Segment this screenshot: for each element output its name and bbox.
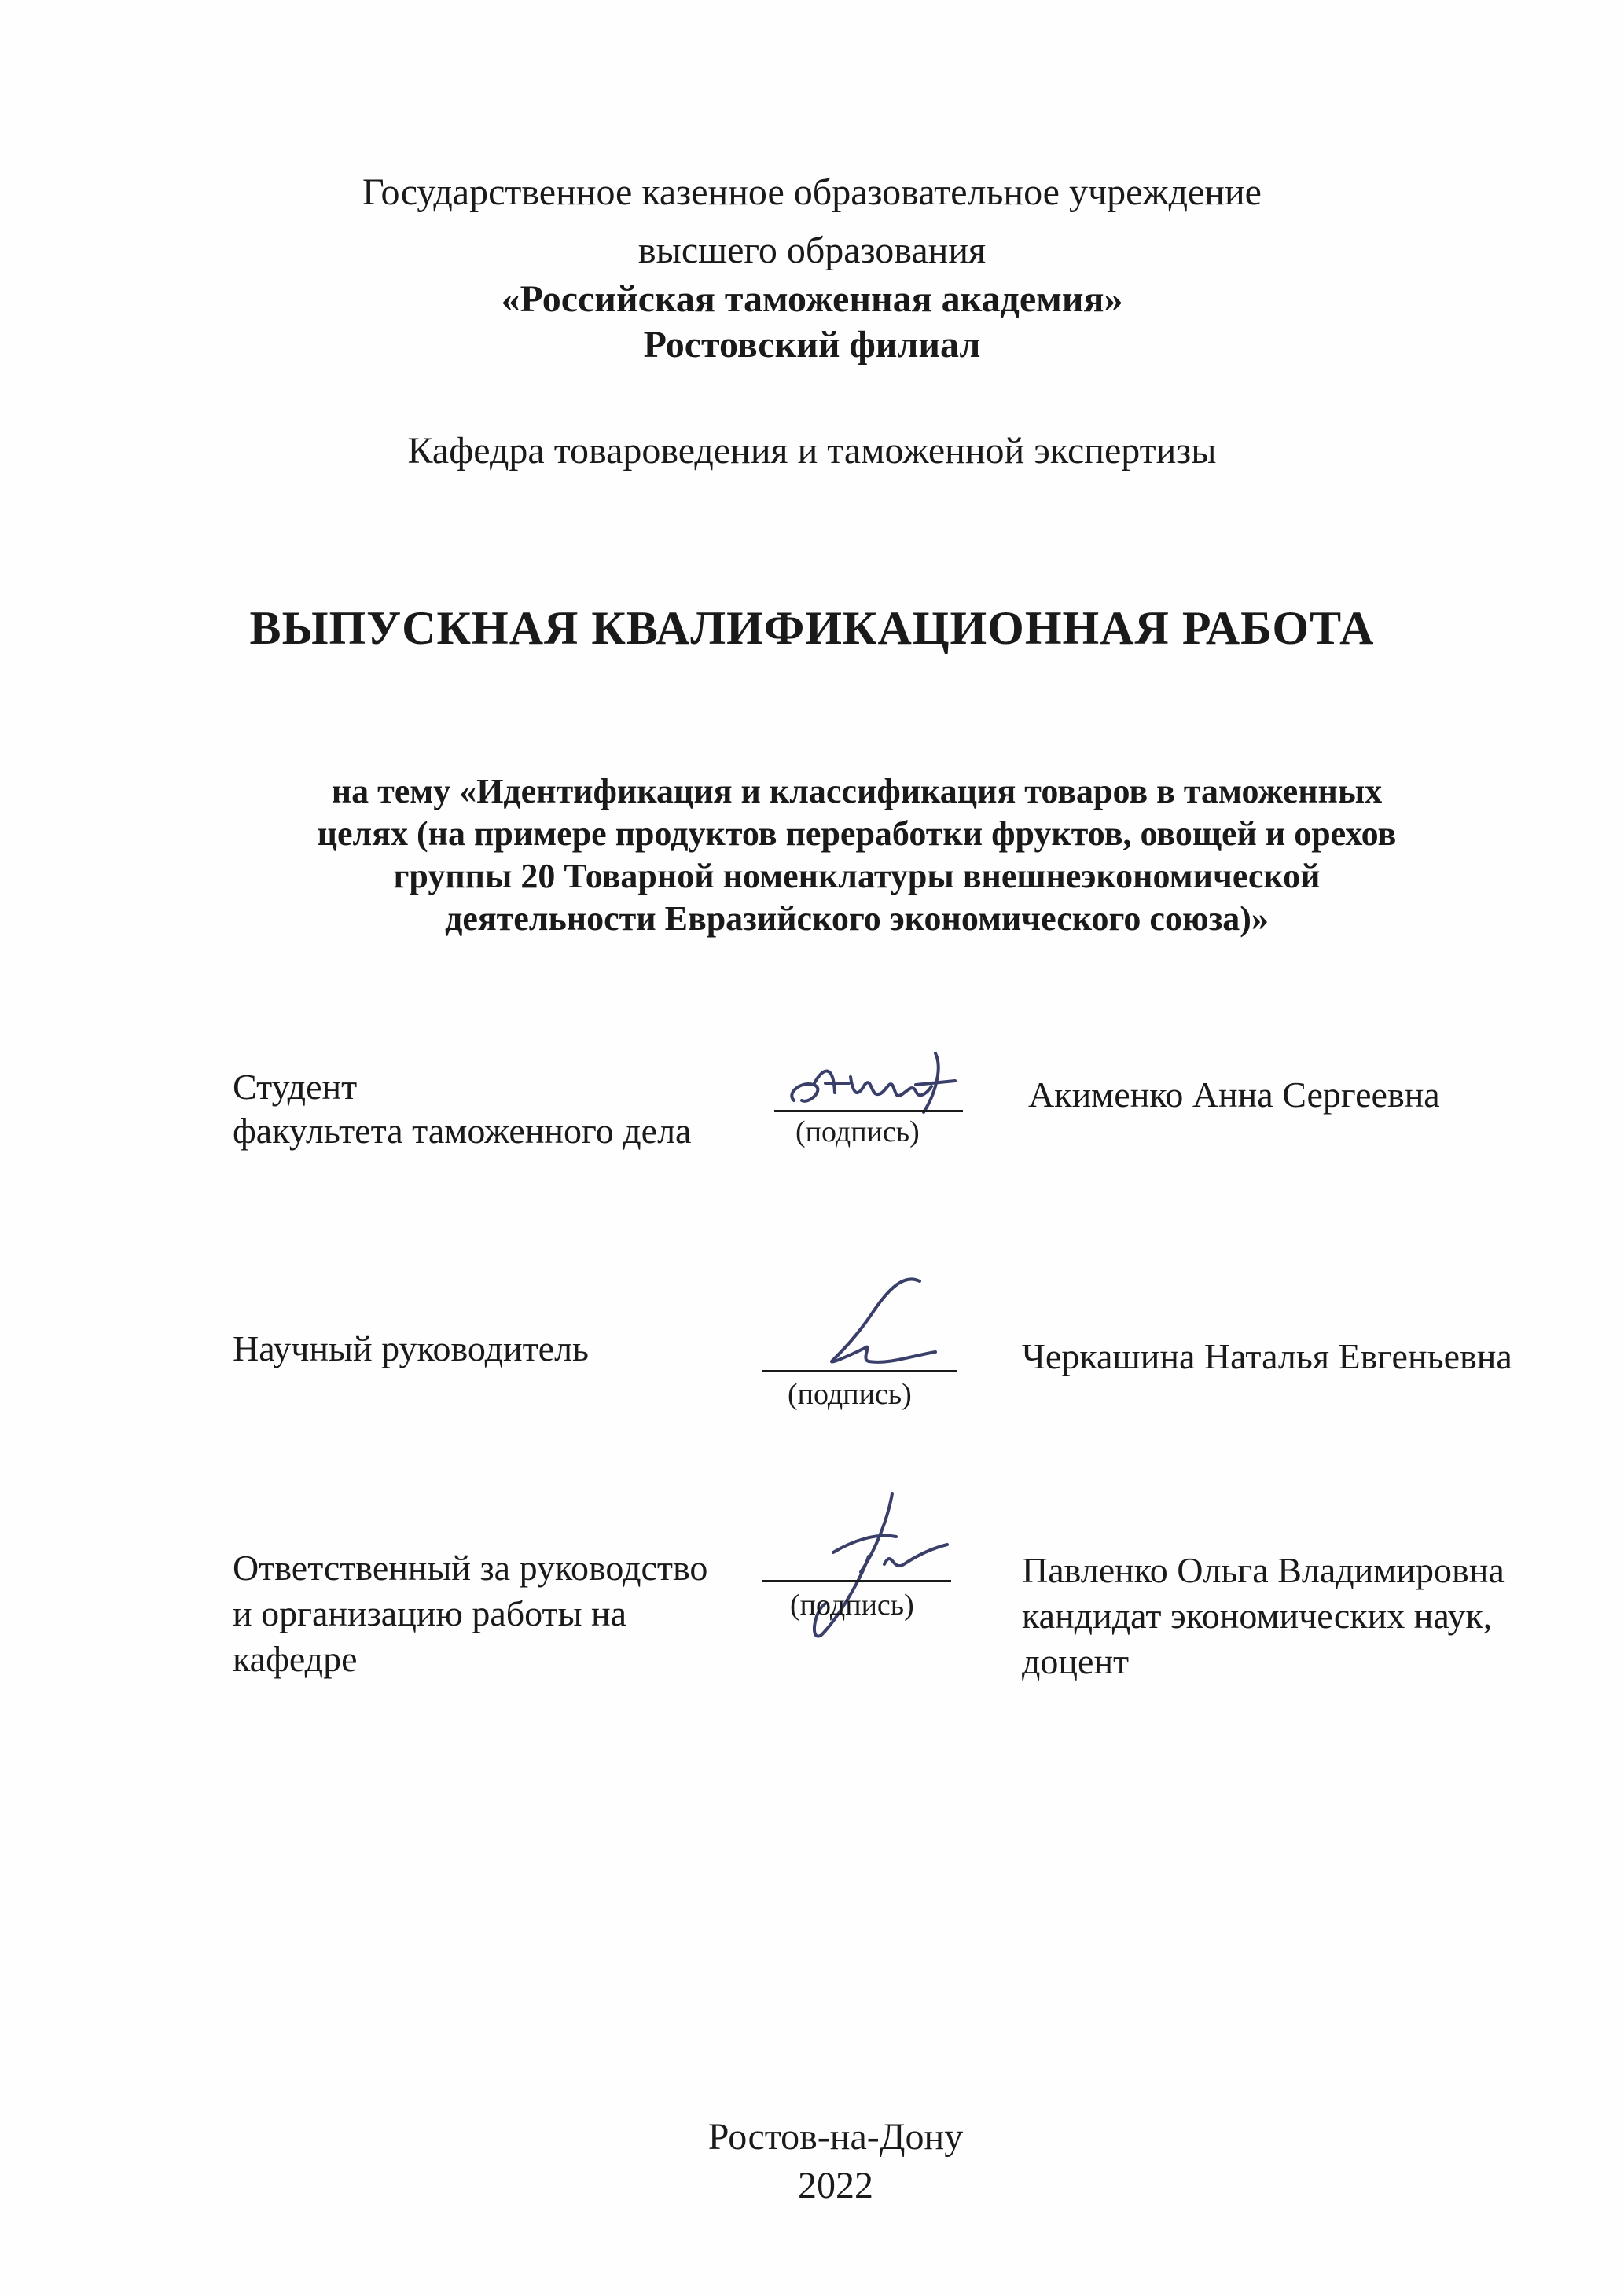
student-role-line-1: Студент [233, 1067, 358, 1107]
responsible-name: Павленко Ольга Владимировна [1022, 1550, 1505, 1590]
supervisor-signature [778, 1273, 967, 1383]
supervisor-role: Научный руководитель [233, 1328, 590, 1368]
student-signature-line [774, 1110, 963, 1112]
thesis-topic [236, 770, 1478, 940]
topic-line: группы 20 Товарной номенклатуры внешнеэкономической [393, 857, 1321, 895]
responsible-title: доцент [1022, 1641, 1130, 1681]
supervisor-signature-line [762, 1370, 957, 1372]
city: Ростов-на-Дону [707, 2116, 964, 2158]
supervisor-name: Черкашина Наталья Евгеньевна [1022, 1336, 1512, 1376]
branch-name: Ростовский филиал [643, 324, 981, 366]
institution-line-1: Государственное казенное образовательное учреждение [362, 171, 1262, 213]
responsible-role-line-1: Ответственный за руководство [233, 1548, 708, 1588]
topic-line: деятельности Евразийского экономического союза)» [445, 899, 1269, 938]
responsible-role-line-3: кафедре [233, 1639, 358, 1679]
student-name: Акименко Анна Сергеевна [1028, 1075, 1440, 1115]
academy-name: «Российская таможенная академия» [501, 278, 1123, 320]
supervisor-signature-caption: (подпись) [788, 1378, 912, 1411]
document-title: ВЫПУСКНАЯ КВАЛИФИКАЦИОННАЯ РАБОТА [249, 602, 1375, 654]
student-signature-caption: (подпись) [795, 1115, 920, 1148]
responsible-signature-line [762, 1580, 951, 1582]
responsible-role-line-2: и организацию работы на [233, 1593, 627, 1633]
institution-line-2: высшего образования [637, 230, 987, 271]
student-role-line-2: факультета таможенного дела [233, 1111, 692, 1151]
topic-line: целях (на примере продуктов переработки фруктов, овощей и орехов [317, 814, 1397, 853]
topic-line: на тему «Идентификация и классификация товаров в таможенных [331, 772, 1383, 810]
responsible-signature-caption: (подпись) [790, 1589, 914, 1622]
department-name: Кафедра товароведения и таможенной экспертизы [407, 430, 1217, 472]
year: 2022 [798, 2165, 873, 2206]
responsible-degree: кандидат экономических наук, [1022, 1596, 1493, 1636]
